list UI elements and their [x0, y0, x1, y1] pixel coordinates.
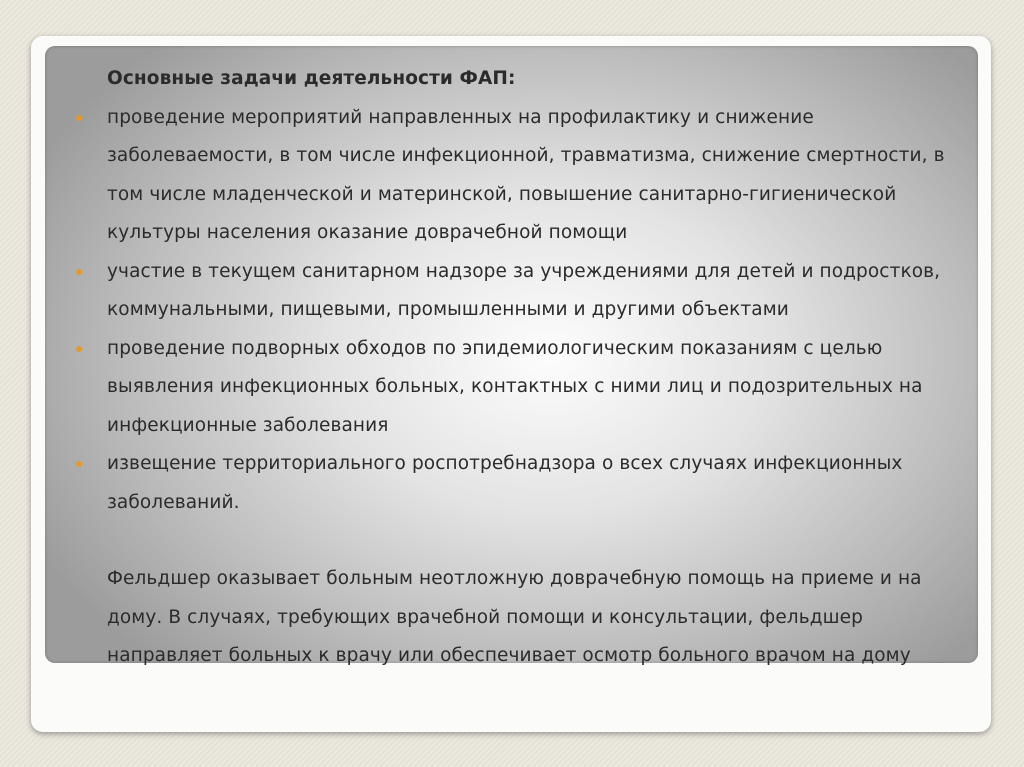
task-item	[107, 330, 967, 446]
bullet-dot-icon	[76, 461, 82, 467]
slide-content	[107, 60, 967, 694]
task-text: проведение подворных обходов по эпидемиологическим показаниям с целью выявления инфекционных больных, контактных с ними лиц и подозрительных на инфекционные заболевания	[107, 337, 923, 436]
bullet-dot-icon	[76, 269, 82, 275]
bullet-dot-icon	[76, 115, 82, 121]
task-list	[107, 99, 967, 523]
task-item	[107, 253, 967, 330]
task-item	[107, 445, 967, 522]
closing-paragraph: Фельдшер оказывает больным неотложную доврачебную помощь на приеме и на дому. В случаях, требующих врачебной помощи и консультации, фельдшер направляет больных к врачу или обеспечивает осмотр больного врачом на дому	[107, 568, 922, 666]
task-text: извещение территориального роспотребнадзора о всех случаях инфекционных заболеваний.	[107, 453, 903, 513]
task-text: проведение мероприятий направленных на профилактику и снижение заболеваемости, в том числе инфекционной, травматизма, снижение смертности, в том числе младенческой и материнской, повышение санитарно-гигиенической культуры населения оказание доврачебной помощи	[107, 106, 945, 243]
task-text: участие в текущем санитарном надзоре за учреждениями для детей и подростков, коммунальными, пищевыми, промышленными и другими объектами	[107, 260, 941, 320]
task-item	[107, 99, 967, 253]
slide-heading: Основные задачи деятельности ФАП:	[107, 68, 516, 89]
bullet-dot-icon	[76, 346, 82, 352]
